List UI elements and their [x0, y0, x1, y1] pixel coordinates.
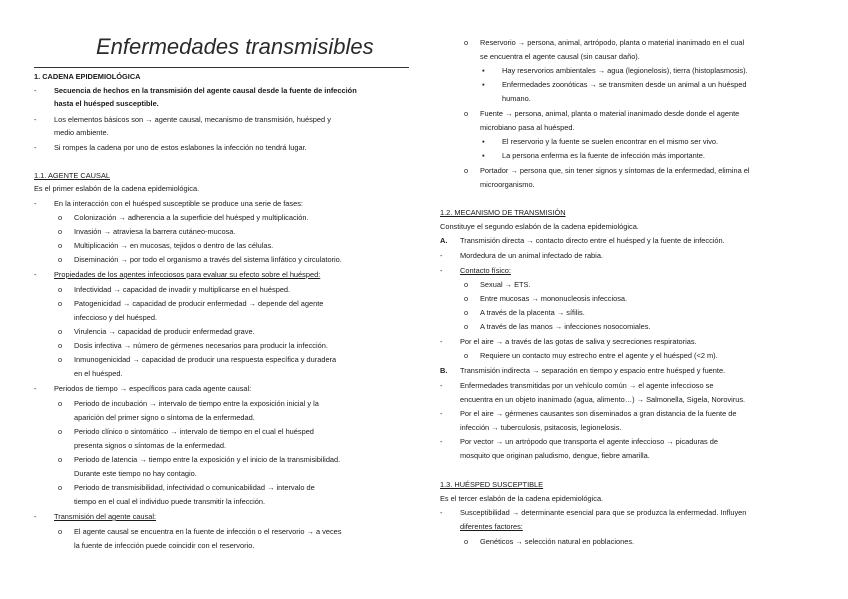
right-text-line: El reservorio y la fuente se suelen encontrar en el mismo ser vivo.	[502, 137, 719, 146]
right-text-line: Entre mucosas → mononucleosis infecciosa.	[480, 294, 628, 303]
left-text-line: El agente causal se encuentra en la fuente de infección o el reservorio → a veces	[74, 527, 342, 536]
right-text-line: Susceptibilidad → determinante esencial para que se produzca la enfermedad. Influyen	[460, 508, 747, 517]
left-text-line: infeccioso y del huésped.	[74, 313, 157, 322]
left-text-line: Durante este tiempo no hay contagio.	[74, 469, 197, 478]
right-text-line: mosquito que originan paludismo, dengue, fiebre amarilla.	[460, 451, 650, 460]
right-text-line: -	[440, 437, 443, 446]
right-text-line: microbiano pasa al huésped.	[480, 123, 575, 132]
left-text-line: -	[34, 270, 37, 279]
right-text-line: -	[440, 381, 443, 390]
left-text-line: En la interacción con el huésped susceptible se produce una serie de fases:	[54, 199, 303, 208]
right-text-line: -	[440, 251, 443, 260]
right-text-line: o	[464, 166, 469, 175]
right-text-line: ▪	[482, 151, 485, 160]
right-text-line: o	[464, 280, 469, 289]
left-text-line: o	[58, 341, 63, 350]
right-text-line: Constituye el segundo eslabón de la cadena epidemiológica.	[440, 222, 639, 231]
left-text-line: Periodos de tiempo → específicos para cada agente causal:	[54, 384, 252, 393]
right-text-line: Reservorio → persona, animal, artrópodo, planta o material inanimado en el cual	[480, 38, 745, 47]
right-text-line: -	[440, 508, 443, 517]
right-text-line: se encuentra el agente causal (sin causar daño).	[480, 52, 640, 61]
right-text-line: o	[464, 537, 469, 546]
left-text-line: -	[34, 384, 37, 393]
left-text-line: Periodo de transmisibilidad, infectividad o comunicabilidad → intervalo de	[74, 483, 315, 492]
left-text-line: Virulencia → capacidad de producir enfermedad grave.	[74, 327, 255, 336]
right-text-line: o	[464, 308, 469, 317]
left-text-line: Dosis infectiva → número de gérmenes necesarios para producir la infección.	[74, 341, 328, 350]
left-text-line: Periodo clínico o sintomático → intervalo de tiempo en el cual el huésped	[74, 427, 314, 436]
right-text-line: ▪	[482, 80, 485, 89]
left-text-line: -	[34, 143, 37, 152]
right-text-line: Fuente → persona, animal, planta o material inanimado desde donde el agente	[480, 109, 740, 118]
right-text-line: Es el tercer eslabón de la cadena epidemiológica.	[440, 494, 604, 503]
left-text-line: Multiplicación → en mucosas, tejidos o dentro de las células.	[74, 241, 274, 250]
right-text-line: Hay reservorios ambientales → agua (legionelosis), tierra (histoplasmosis).	[502, 66, 748, 75]
left-text-line: Los elementos básicos son → agente causal, mecanismo de transmisión, huésped y	[54, 115, 331, 124]
left-text-line: Periodo de incubación → intervalo de tiempo entre la exposición inicial y la	[74, 399, 319, 408]
right-text-line: 1.3. HUÉSPED SUSCEPTIBLE	[440, 480, 544, 489]
right-text-line: Transmisión directa → contacto directo entre el huésped y la fuente de infección.	[460, 236, 725, 245]
right-text-line: encuentra en un objeto inanimado (agua, alimento…) → Salmonella, Sigela, Norovirus.	[460, 395, 746, 404]
right-text-line: o	[464, 322, 469, 331]
right-text-line: ▪	[482, 137, 485, 146]
left-text-line: la fuente de infección puede coincidir con el reservorio.	[74, 541, 255, 550]
left-text-line: hasta el huésped susceptible.	[54, 99, 159, 108]
page-title: Enfermedades transmisibles	[96, 34, 374, 59]
left-text-line: Colonización → adherencia a la superficie del huésped y multiplicación.	[74, 213, 309, 222]
right-text-line: -	[440, 266, 443, 275]
right-text-line: o	[464, 109, 469, 118]
left-text-line: o	[58, 241, 63, 250]
right-text-line: diferentes factores:	[460, 522, 523, 531]
right-text-line: Mordedura de un animal infectado de rabia.	[460, 251, 603, 260]
left-text-line: Secuencia de hechos en la transmisión del agente causal desde la fuente de infección	[54, 86, 357, 95]
left-text-line: Es el primer eslabón de la cadena epidemiológica.	[34, 184, 200, 193]
left-text-line: Periodo de latencia → tiempo entre la exposición y el inicio de la transmisibilidad.	[74, 455, 341, 464]
left-text-line: o	[58, 399, 63, 408]
right-text-line: A través de la placenta → sífilis.	[480, 308, 585, 317]
right-text-line: microorganismo.	[480, 180, 535, 189]
right-text-line: humano.	[502, 94, 531, 103]
right-text-line: o	[464, 294, 469, 303]
right-text-line: Enfermedades transmitidas por un vehículo común → el agente infeccioso se	[460, 381, 714, 390]
left-text-line: Infectividad → capacidad de invadir y multiplicarse en el huésped.	[74, 285, 291, 294]
left-text-line: o	[58, 227, 63, 236]
right-text-line: Por vector → un artrópodo que transporta el agente infeccioso → picaduras de	[460, 437, 719, 446]
left-text-line: o	[58, 483, 63, 492]
right-text-line: Transmisión indirecta → separación en tiempo y espacio entre huésped y fuente.	[460, 366, 726, 375]
left-text-line: Propiedades de los agentes infecciosos para evaluar su efecto sobre el huésped:	[54, 270, 321, 279]
right-text-line: Requiere un contacto muy estrecho entre el agente y el huésped (<2 m).	[480, 351, 718, 360]
right-text-line: Sexual → ETS.	[480, 280, 531, 289]
left-text-line: Inmunogenicidad → capacidad de producir una respuesta específica y duradera	[74, 355, 337, 364]
left-text-line: -	[34, 115, 37, 124]
left-text-line: 1.1. AGENTE CAUSAL	[34, 171, 110, 180]
left-text-line: o	[58, 285, 63, 294]
left-text-line: -	[34, 199, 37, 208]
right-text-line: Enfermedades zoonóticas → se transmiten desde un animal a un huésped	[502, 80, 747, 89]
left-text-line: aparición del primer signo o síntoma de la enfermedad.	[74, 413, 255, 422]
right-text-line: o	[464, 38, 469, 47]
right-text-line: A.	[440, 236, 448, 245]
left-text-line: o	[58, 455, 63, 464]
left-text-line: Patogenicidad → capacidad de producir enfermedad → depende del agente	[74, 299, 324, 308]
right-text-line: Portador → persona que, sin tener signos y síntomas de la enfermedad, elimina el	[480, 166, 750, 175]
left-text-line: presenta signos o síntomas de la enfermedad.	[74, 441, 227, 450]
right-text-line: Contacto físico:	[460, 266, 511, 275]
left-text-line: o	[58, 255, 63, 264]
left-text-line: Diseminación → por todo el organismo a través del sistema linfático y circulatorio.	[74, 255, 342, 264]
right-text-line: 1.2. MECANISMO DE TRANSMISIÓN	[440, 208, 566, 217]
right-text-line: Por el aire → gérmenes causantes son diseminados a gran distancia de la fuente de	[460, 409, 737, 418]
right-text-line: Por el aire → a través de las gotas de saliva y secreciones respiratorias.	[460, 337, 697, 346]
left-text-line: 1. CADENA EPIDEMIOLÓGICA	[34, 72, 141, 81]
left-text-line: o	[58, 527, 63, 536]
right-text-line: La persona enferma es la fuente de infección más importante.	[502, 151, 705, 160]
right-text-line: -	[440, 409, 443, 418]
right-text-line: Genéticos → selección natural en poblaciones.	[480, 537, 635, 546]
title-underline	[34, 67, 409, 68]
left-text-line: o	[58, 427, 63, 436]
left-text-line: en el huésped.	[74, 369, 123, 378]
right-text-line: ▪	[482, 66, 485, 75]
right-text-line: o	[464, 351, 469, 360]
left-text-line: tiempo en el cual el individuo puede transmitir la infección.	[74, 497, 266, 506]
right-text-line: -	[440, 337, 443, 346]
right-text-line: B.	[440, 366, 448, 375]
right-text-line: infección → tuberculosis, psitacosis, legionelosis.	[460, 423, 622, 432]
left-text-line: o	[58, 299, 63, 308]
left-text-line: medio ambiente.	[54, 128, 109, 137]
left-text-line: Invasión → atraviesa la barrera cutáneo-mucosa.	[74, 227, 236, 236]
left-text-line: o	[58, 213, 63, 222]
left-text-line: -	[34, 512, 37, 521]
left-text-line: o	[58, 327, 63, 336]
right-text-line: A través de las manos → infecciones nosocomiales.	[480, 322, 651, 331]
left-text-line: -	[34, 86, 37, 95]
left-text-line: Si rompes la cadena por uno de estos eslabones la infección no tendrá lugar.	[54, 143, 307, 152]
left-text-line: Transmisión del agente causal:	[54, 512, 157, 521]
left-text-line: o	[58, 355, 63, 364]
